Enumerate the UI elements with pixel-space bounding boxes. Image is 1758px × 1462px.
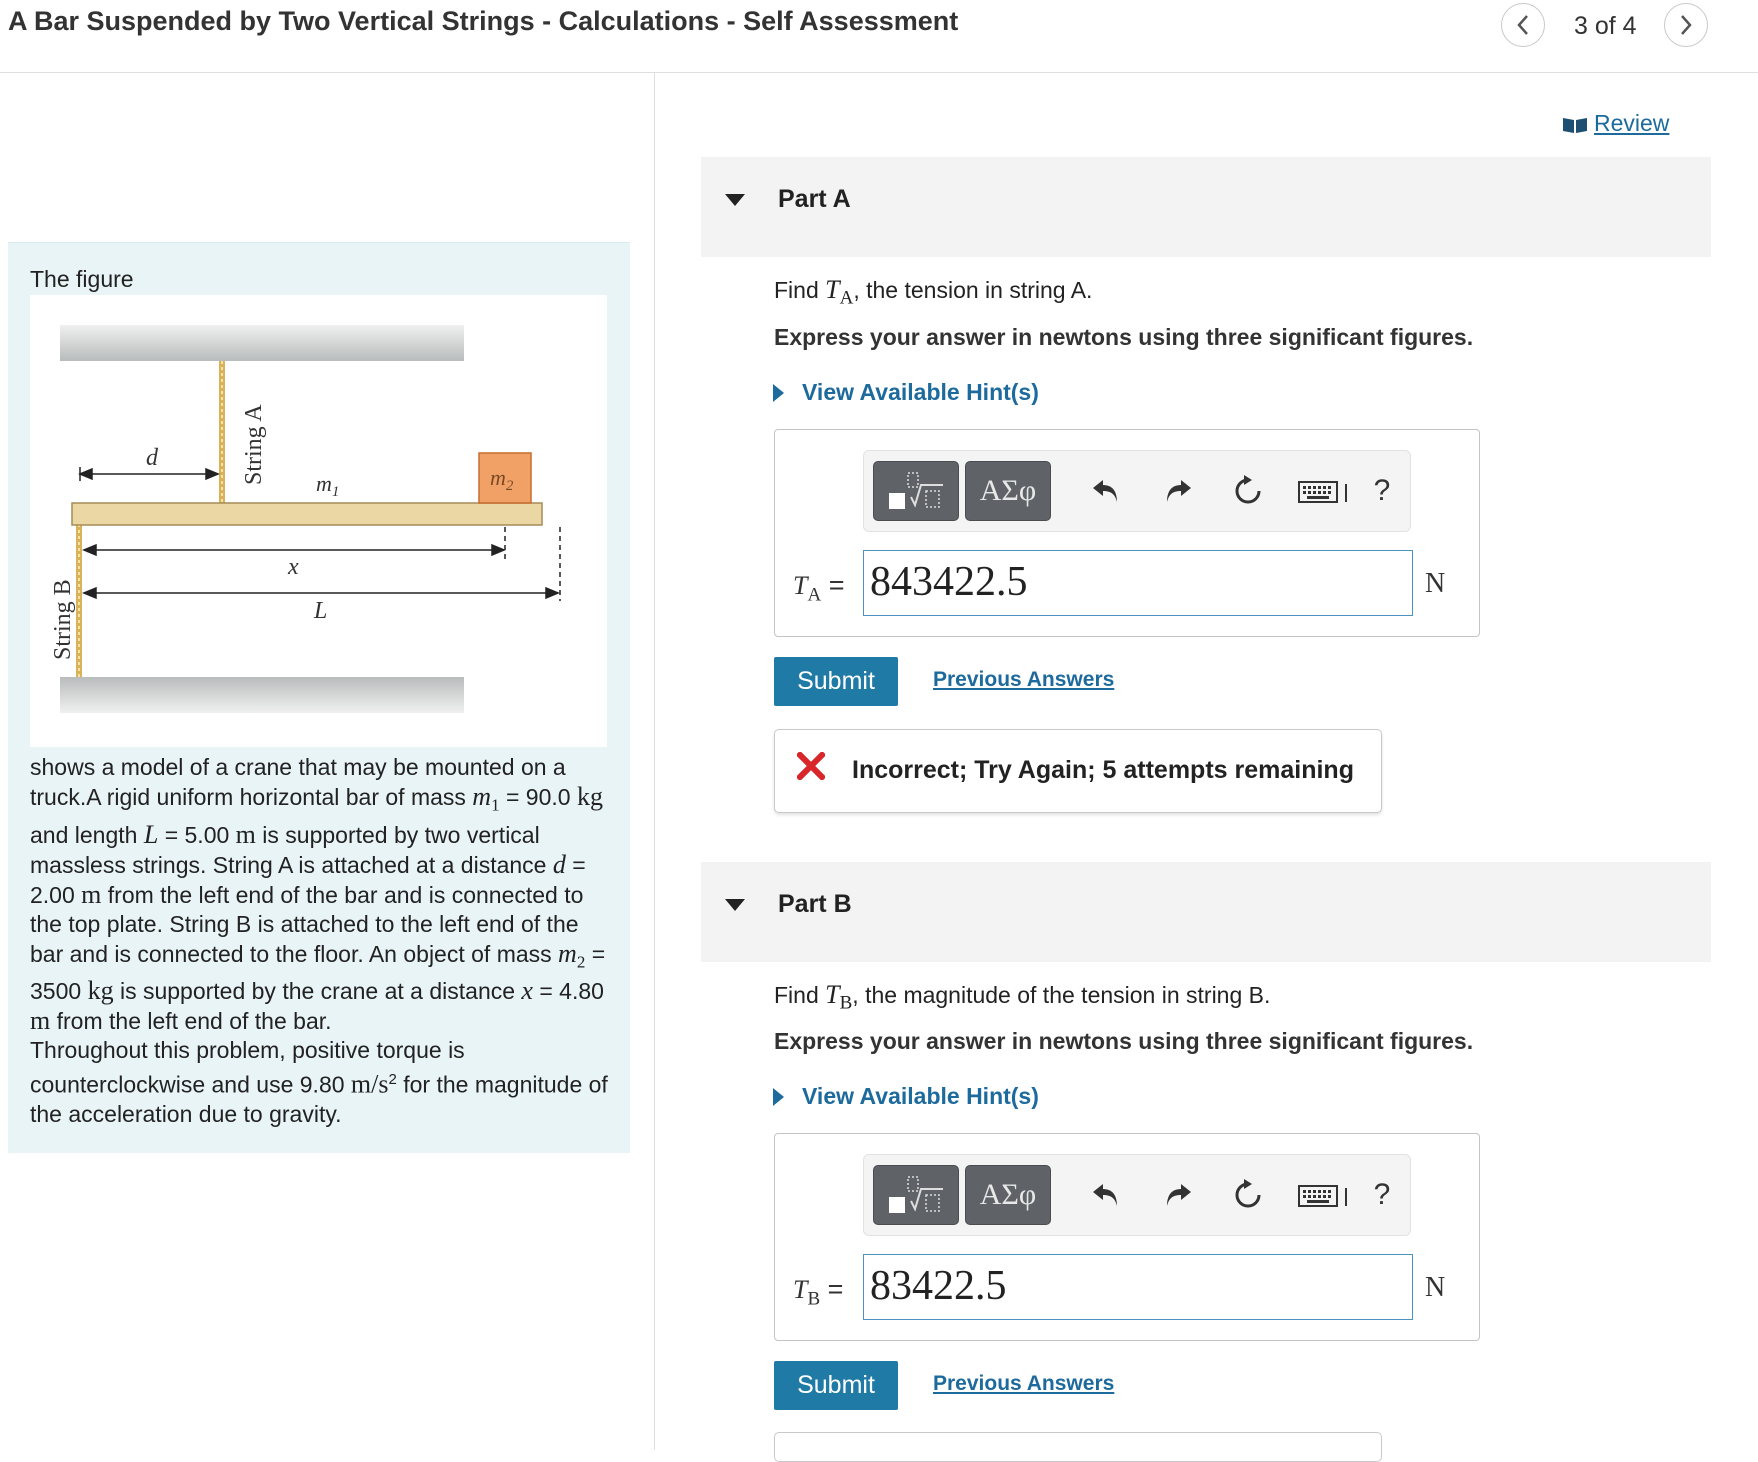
help-button[interactable]: ?	[1373, 474, 1391, 507]
part-b-feedback	[774, 1432, 1382, 1462]
part-b-submit-button[interactable]: Submit	[774, 1361, 898, 1410]
part-a-hint-toggle[interactable]: View Available Hint(s)	[773, 379, 1039, 406]
math-toolbar	[863, 1154, 1411, 1236]
keyboard-icon	[1298, 1182, 1354, 1208]
page-title: A Bar Suspended by Two Vertical Strings - Calculations - Self Assessment	[8, 6, 959, 36]
top-plate	[60, 325, 464, 361]
part-b-answer-input[interactable]: 83422.5	[863, 1254, 1413, 1320]
string-b-label: String B	[50, 579, 76, 660]
part-a-title: Part A	[778, 185, 851, 213]
part-b-answer-box	[774, 1133, 1480, 1341]
undo-button[interactable]	[1086, 469, 1126, 513]
redo-icon	[1163, 478, 1193, 504]
help-button[interactable]: ?	[1373, 1178, 1391, 1211]
crane-figure	[30, 295, 607, 747]
problem-intro: The figure	[30, 266, 134, 292]
part-a-header[interactable]	[701, 157, 1711, 257]
redo-button[interactable]	[1158, 1173, 1198, 1217]
templates-button[interactable]	[873, 1165, 959, 1225]
keyboard-button[interactable]	[1296, 469, 1356, 513]
part-b-previous-answers-link[interactable]: Previous Answers	[933, 1372, 1115, 1395]
part-b-hint-toggle[interactable]: View Available Hint(s)	[773, 1083, 1039, 1110]
collapse-caret-icon[interactable]	[725, 899, 745, 911]
reset-icon	[1232, 1179, 1264, 1211]
part-a-unit: N	[1425, 568, 1446, 599]
previous-item-button[interactable]	[1501, 3, 1545, 47]
undo-icon	[1091, 478, 1121, 504]
x-label: x	[288, 554, 299, 580]
keyboard-button[interactable]	[1296, 1173, 1356, 1217]
chevron-left-icon	[1516, 14, 1530, 36]
page-counter: 3 of 4	[1574, 12, 1637, 40]
m1-label: $m_1$	[316, 471, 340, 500]
header-divider	[0, 72, 1758, 73]
caret-right-icon	[773, 1088, 784, 1106]
column-divider	[654, 73, 655, 1450]
part-b-instruction: Express your answer in newtons using three significant figures.	[774, 1028, 1474, 1054]
floor-plate	[60, 677, 464, 713]
greek-symbols-button[interactable]: ΑΣφ	[965, 1165, 1051, 1225]
reset-icon	[1232, 475, 1264, 507]
undo-icon	[1091, 1182, 1121, 1208]
next-item-button[interactable]	[1664, 3, 1708, 47]
math-toolbar	[863, 450, 1411, 532]
chevron-right-icon	[1679, 14, 1693, 36]
part-a-answer-label: $T_A$ =	[793, 570, 845, 606]
book-icon	[1562, 116, 1588, 134]
incorrect-x-icon	[797, 752, 825, 780]
problem-gravity-note: Throughout this problem, positive torque is counterclockwise and use 9.80 $m/s^2$ for the magnitude of the acceleration due to gravity.	[30, 1037, 608, 1127]
redo-icon	[1163, 1182, 1193, 1208]
problem-description: shows a model of a crane that may be mounted on a truck.A rigid uniform horizontal bar of mass $m_1 = 90.0$ kg and length L = 5.00 m is supported by two vertical massless strings. String A is attached at a distance d = 2.00 m from the left end of the bar and is connected to the top plate. String B is attached to the left end of the bar and is connected to the floor. An object of mass $m_2 = 3500$ kg is supported by the crane at a distance x = 4.80 m from the left end of the bar.	[30, 754, 606, 1036]
undo-button[interactable]	[1086, 1173, 1126, 1217]
templates-icon	[881, 471, 951, 511]
bar	[72, 503, 542, 525]
m2-label: $m_2$	[490, 465, 514, 494]
templates-button[interactable]	[873, 461, 959, 521]
part-b-question: Find $T_B$, the magnitude of the tension in string B.	[774, 980, 1271, 1014]
collapse-caret-icon[interactable]	[725, 194, 745, 206]
reset-button[interactable]	[1228, 469, 1268, 513]
part-a-submit-button[interactable]: Submit	[774, 657, 898, 706]
reset-button[interactable]	[1228, 1173, 1268, 1217]
L-dimension	[84, 527, 560, 601]
string-a-label: String A	[241, 404, 267, 485]
part-a-question: Find $T_A$, the tension in string A.	[774, 275, 1093, 309]
L-label: L	[314, 598, 328, 624]
part-b-unit: N	[1425, 1272, 1446, 1303]
part-a-instruction: Express your answer in newtons using three significant figures.	[774, 324, 1474, 350]
greek-symbols-button[interactable]: ΑΣφ	[965, 461, 1051, 521]
part-a-previous-answers-link[interactable]: Previous Answers	[933, 668, 1115, 691]
part-b-header[interactable]	[701, 862, 1711, 962]
feedback-text: Incorrect; Try Again; 5 attempts remaining	[852, 756, 1354, 784]
caret-right-icon	[773, 384, 784, 402]
part-a-feedback	[774, 729, 1382, 813]
redo-button[interactable]	[1158, 469, 1198, 513]
part-a-answer-box	[774, 429, 1480, 637]
part-b-title: Part B	[778, 890, 852, 918]
keyboard-icon	[1298, 478, 1354, 504]
part-a-answer-input[interactable]: 843422.5	[863, 550, 1413, 616]
review-link[interactable]: Review	[1562, 110, 1669, 137]
d-label: d	[146, 445, 158, 471]
templates-icon	[881, 1175, 951, 1215]
part-b-answer-label: $T_B$ =	[793, 1274, 844, 1310]
